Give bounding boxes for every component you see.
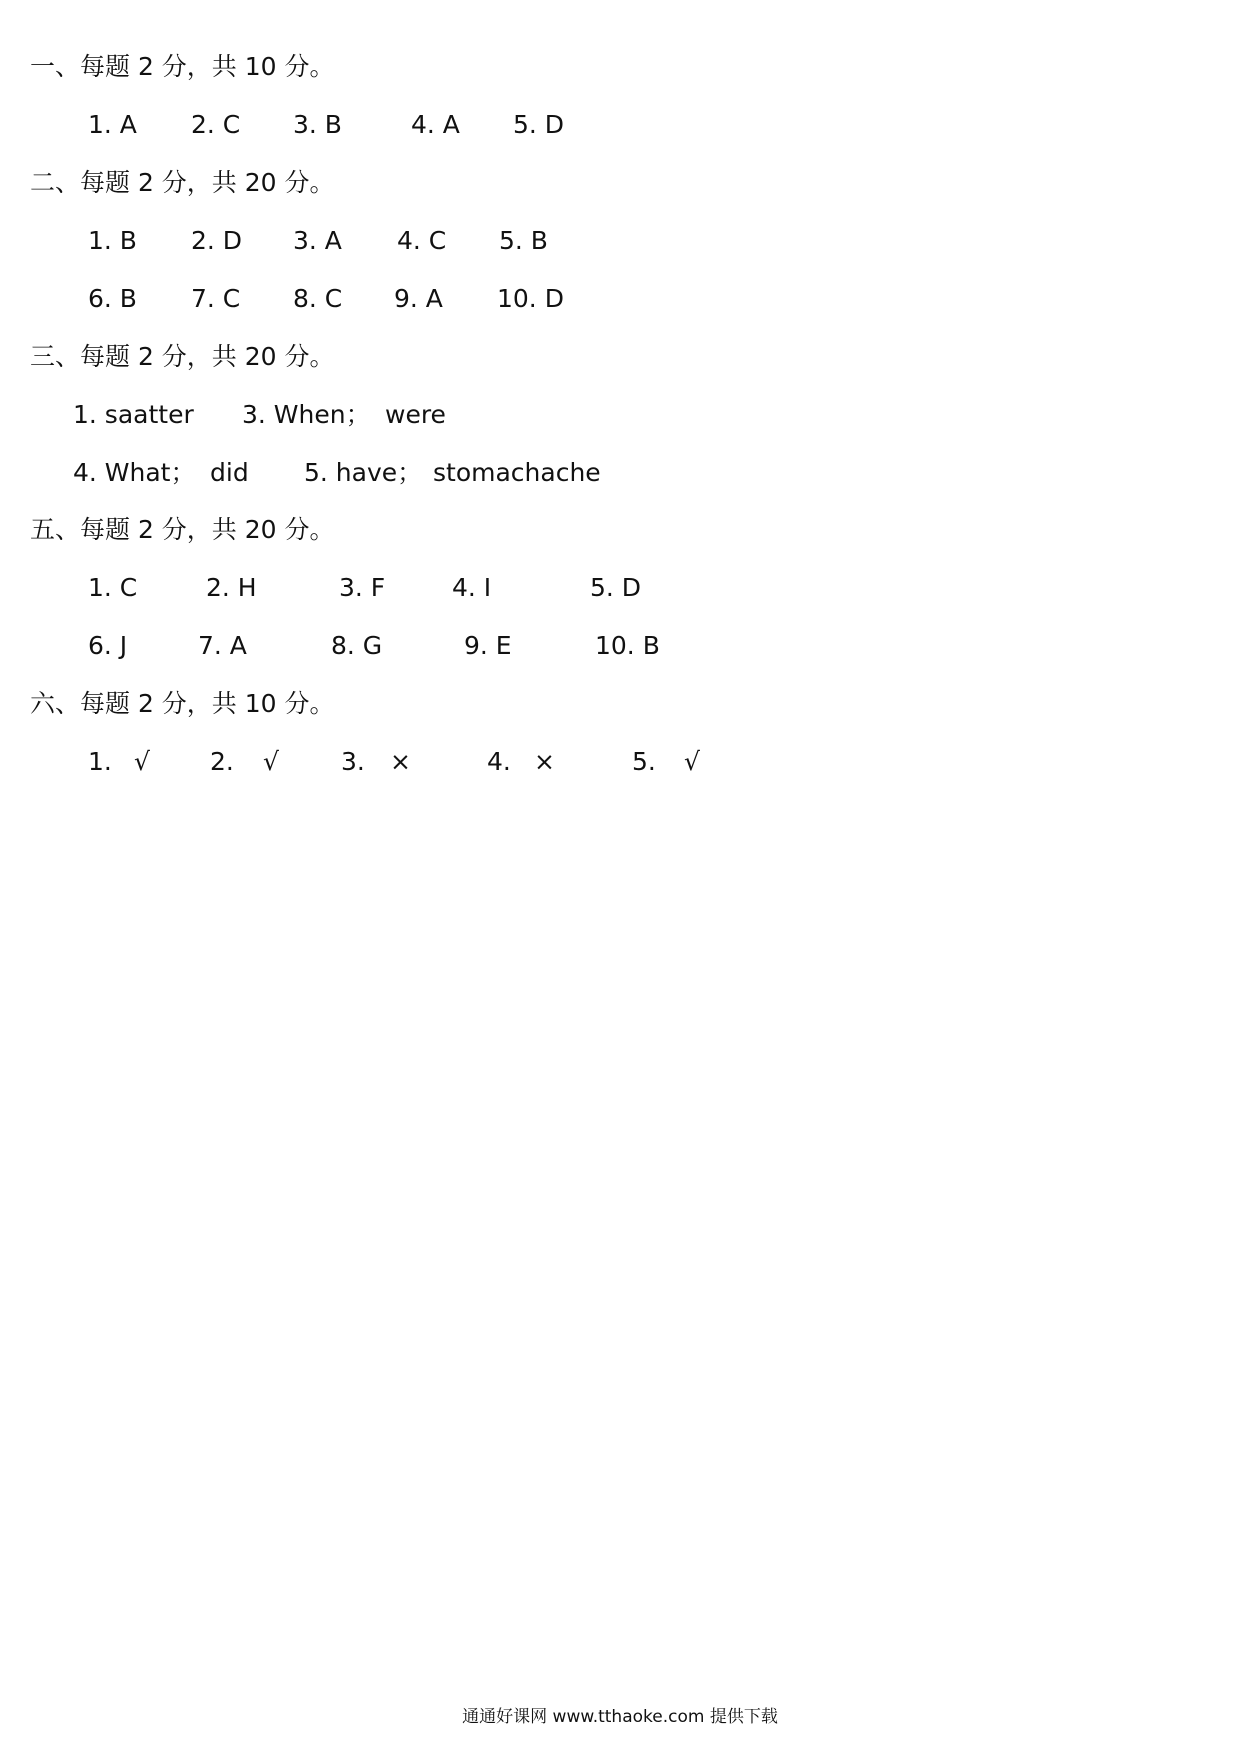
check-mark: √ bbox=[684, 747, 700, 776]
check-mark: √ bbox=[263, 747, 279, 776]
answer: 7. C bbox=[191, 284, 241, 313]
answer: 8. G bbox=[331, 631, 383, 660]
footer-source-note: 通通好课网 www.tthaoke.com 提供下载 bbox=[462, 1707, 778, 1727]
answer: 3. A bbox=[293, 226, 342, 255]
answer-number: 1. bbox=[88, 747, 112, 776]
answer: 10. B bbox=[595, 631, 660, 660]
answer: 5. D bbox=[590, 573, 642, 602]
answer: were bbox=[385, 400, 446, 429]
answer: 1. C bbox=[88, 573, 138, 602]
answer: 10. D bbox=[497, 284, 564, 313]
answer: 4. What； bbox=[73, 458, 196, 487]
section-1-heading: 一、每题 2 分，共 10 分。 bbox=[30, 52, 335, 81]
answer: 7. A bbox=[198, 631, 247, 660]
answer: 1. B bbox=[88, 226, 137, 255]
section-5-heading: 五、每题 2 分，共 20 分。 bbox=[30, 515, 335, 544]
answer-number: 4. bbox=[487, 747, 511, 776]
answer: 1. A bbox=[88, 110, 137, 139]
answer: 4. I bbox=[452, 573, 492, 602]
check-mark: √ bbox=[134, 747, 150, 776]
section-2-heading: 二、每题 2 分，共 20 分。 bbox=[30, 168, 335, 197]
answer: 5. D bbox=[513, 110, 565, 139]
answer: 2. C bbox=[191, 110, 241, 139]
answer: 5. B bbox=[499, 226, 548, 255]
answer-number: 3. bbox=[341, 747, 365, 776]
answer: 4. C bbox=[397, 226, 447, 255]
answer: 4. A bbox=[411, 110, 460, 139]
answer: 2. H bbox=[206, 573, 257, 602]
cross-mark: × bbox=[534, 747, 555, 776]
answer: 6. B bbox=[88, 284, 137, 313]
answer: 1. saatter bbox=[73, 400, 194, 429]
section-3-heading: 三、每题 2 分，共 20 分。 bbox=[30, 342, 335, 371]
answer-number: 5. bbox=[632, 747, 656, 776]
answer: 2. D bbox=[191, 226, 243, 255]
answer: 3. F bbox=[339, 573, 386, 602]
answer: 8. C bbox=[293, 284, 343, 313]
answer: 6. J bbox=[88, 631, 128, 660]
cross-mark: × bbox=[390, 747, 411, 776]
section-6-heading: 六、每题 2 分，共 10 分。 bbox=[30, 689, 335, 718]
answer: 3. B bbox=[293, 110, 342, 139]
answer: 3. When； bbox=[242, 400, 371, 429]
answer: 9. A bbox=[394, 284, 443, 313]
answer: 9. E bbox=[464, 631, 512, 660]
answer: 5. have； bbox=[304, 458, 423, 487]
answer-number: 2. bbox=[210, 747, 234, 776]
answer: stomachache bbox=[433, 458, 601, 487]
answer: did bbox=[210, 458, 249, 487]
